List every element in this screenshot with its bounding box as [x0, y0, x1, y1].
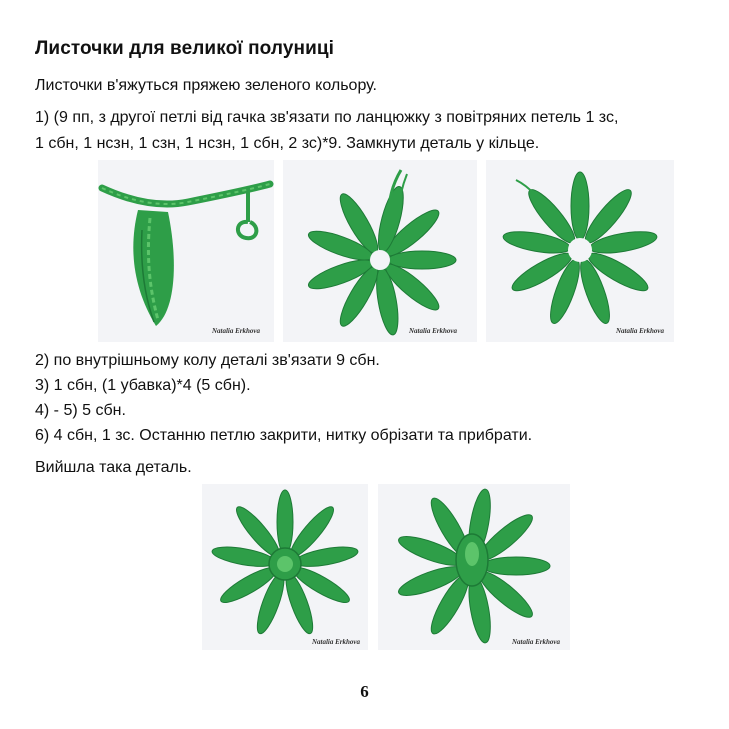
step-1-line-2: 1 сбн, 1 нсзн, 1 сзн, 1 нсзн, 1 сбн, 2 зс)*9. Замкнути деталь у кільце.: [35, 135, 540, 152]
page-title: Листочки для великої полуниці: [35, 38, 335, 59]
step-2: 2) по внутрішньому колу деталі зв'язати 9 сбн.: [35, 352, 380, 369]
photo-finished-side: [378, 484, 570, 650]
photo-leaf-chain: [98, 160, 274, 342]
step-6: 6) 4 сбн, 1 зс. Останню петлю закрити, нитку обрізати та прибрати.: [35, 427, 533, 444]
intro-paragraph: Листочки в'яжуться пряжею зеленого кольору.: [35, 77, 377, 94]
photo-watermark: Natalia Erkhova: [408, 327, 457, 335]
leaves-open-illustration: [283, 160, 477, 342]
leaves-ring-illustration: [486, 160, 674, 342]
leaf-chain-illustration: [98, 160, 274, 342]
photo-watermark: Natalia Erkhova: [511, 638, 560, 646]
photo-leaves-ring: [486, 160, 674, 342]
photo-leaves-open: [283, 160, 477, 342]
page-number: 6: [360, 682, 369, 701]
finished-top-illustration: [202, 484, 368, 650]
photo-watermark: Natalia Erkhova: [211, 327, 260, 335]
photo-watermark: Natalia Erkhova: [615, 327, 664, 335]
finished-side-illustration: [378, 484, 570, 650]
photo-finished-top: [202, 484, 368, 650]
photo-watermark: Natalia Erkhova: [311, 638, 360, 646]
step-3: 3) 1 сбн, (1 убавка)*4 (5 сбн).: [35, 377, 251, 394]
result-paragraph: Вийшла така деталь.: [35, 459, 192, 476]
step-1-line-1: 1) (9 пп, з другої петлі від гачка зв'язати по ланцюжку з повітряних петель 1 зс,: [35, 109, 619, 126]
step-4-5: 4) - 5) 5 сбн.: [35, 402, 126, 419]
